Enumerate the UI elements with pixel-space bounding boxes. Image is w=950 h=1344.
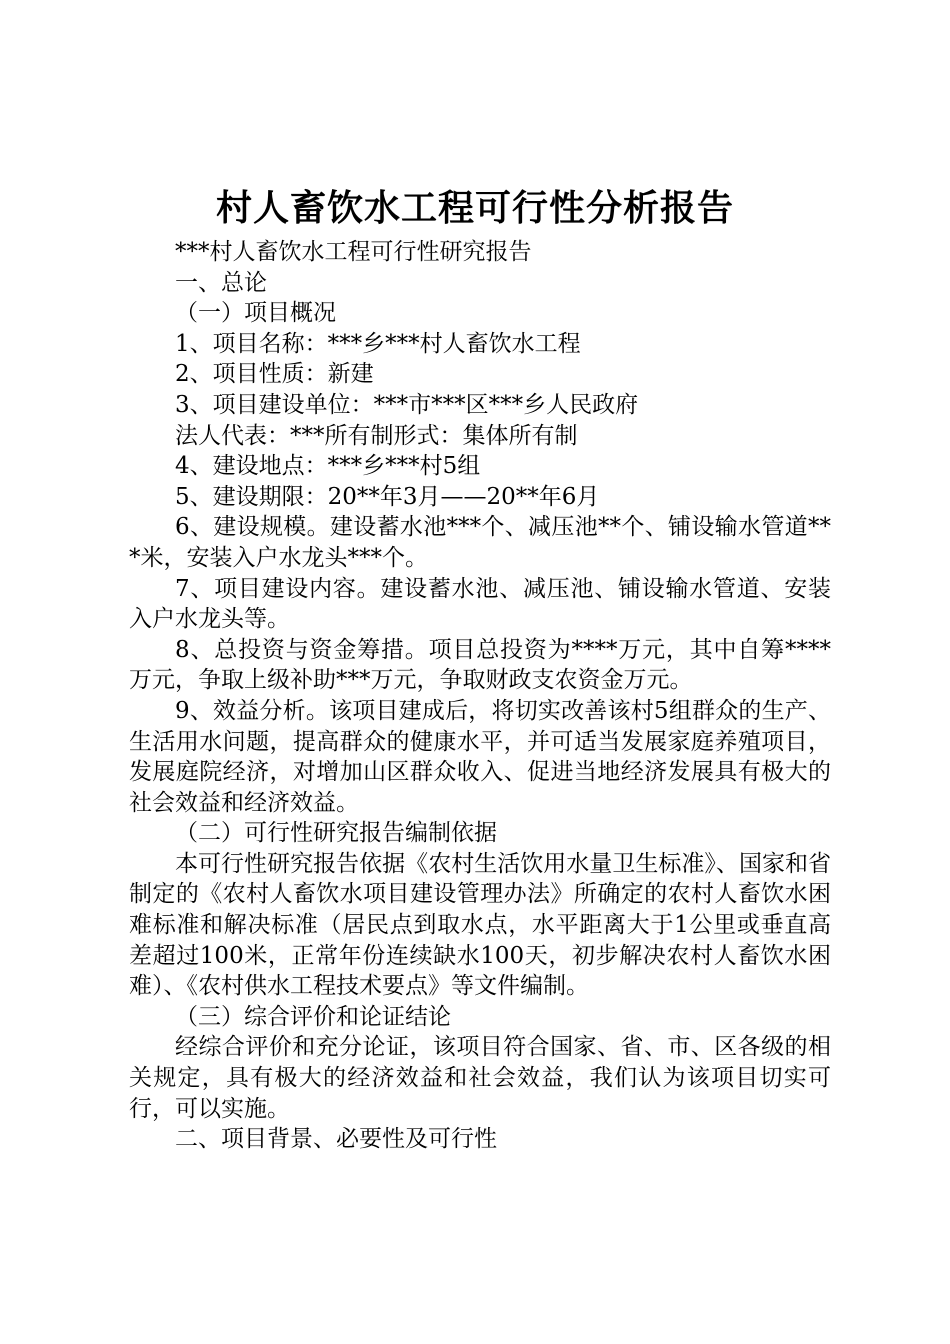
subheading-conclusion: （三）综合评价和论证结论 [175,1003,451,1030]
item-benefit-analysis: 9、效益分析。该项目建成后，将切实改善该村5组群众的生产、生活用水问题，提高群众的健康水平，并可适当发展家庭养殖项目，发展庭院经济，对增加山区群众收入、促进当地经济发展具有极大的社会效益和经济效益。 [129,697,831,816]
paragraph-basis: 本可行性研究报告依据《农村生活饮用水量卫生标准》、国家和省制定的《农村人畜饮水项目建设管理办法》所确定的农村人畜饮水困难标准和解决标准（居民点到取水点，水平距离大于1公里或垂直高差超过100米，正常年份连续缺水100天，初步解决农村人畜饮水困难）、《农村供水工程技术要点》等文件编制。 [129,850,831,1000]
item-location: 4、建设地点：***乡***村5组 [175,453,481,480]
item-period: 5、建设期限：20**年3月——20**年6月 [175,483,600,510]
document-title: 村人畜饮水工程可行性分析报告 [215,188,734,229]
item-legal-representative: 法人代表：***所有制形式：集体所有制 [175,422,578,449]
paragraph-report-name: ***村人畜饮水工程可行性研究报告 [175,239,532,265]
item-investment: 8、总投资与资金筹措。项目总投资为****万元，其中自筹****万元，争取上级补助***万元，争取财政支农资金万元。 [129,636,831,694]
heading-general: 一、总论 [175,269,267,296]
subheading-basis: （二）可行性研究报告编制依据 [175,820,497,847]
item-project-name: 1、项目名称：***乡***村人畜饮水工程 [175,330,581,357]
item-content: 7、项目建设内容。建设蓄水池、减压池、铺设输水管道、安装入户水龙头等。 [129,575,831,633]
subheading-project-overview: （一）项目概况 [175,300,336,327]
paragraph-conclusion: 经综合评价和充分论证，该项目符合国家、省、市、区各级的相关规定，具有极大的经济效益和社会效益，我们认为该项目切实可行，可以实施。 [129,1034,831,1122]
heading-background: 二、项目背景、必要性及可行性 [175,1126,497,1153]
document-body [129,237,831,1155]
item-construction-unit: 3、项目建设单位：***市***区***乡人民政府 [175,391,639,418]
item-project-nature: 2、项目性质：新建 [175,361,374,388]
item-scale: 6、建设规模。建设蓄水池***个、减压池**个、铺设输水管道***米，安装入户水龙头***个。 [129,514,831,571]
